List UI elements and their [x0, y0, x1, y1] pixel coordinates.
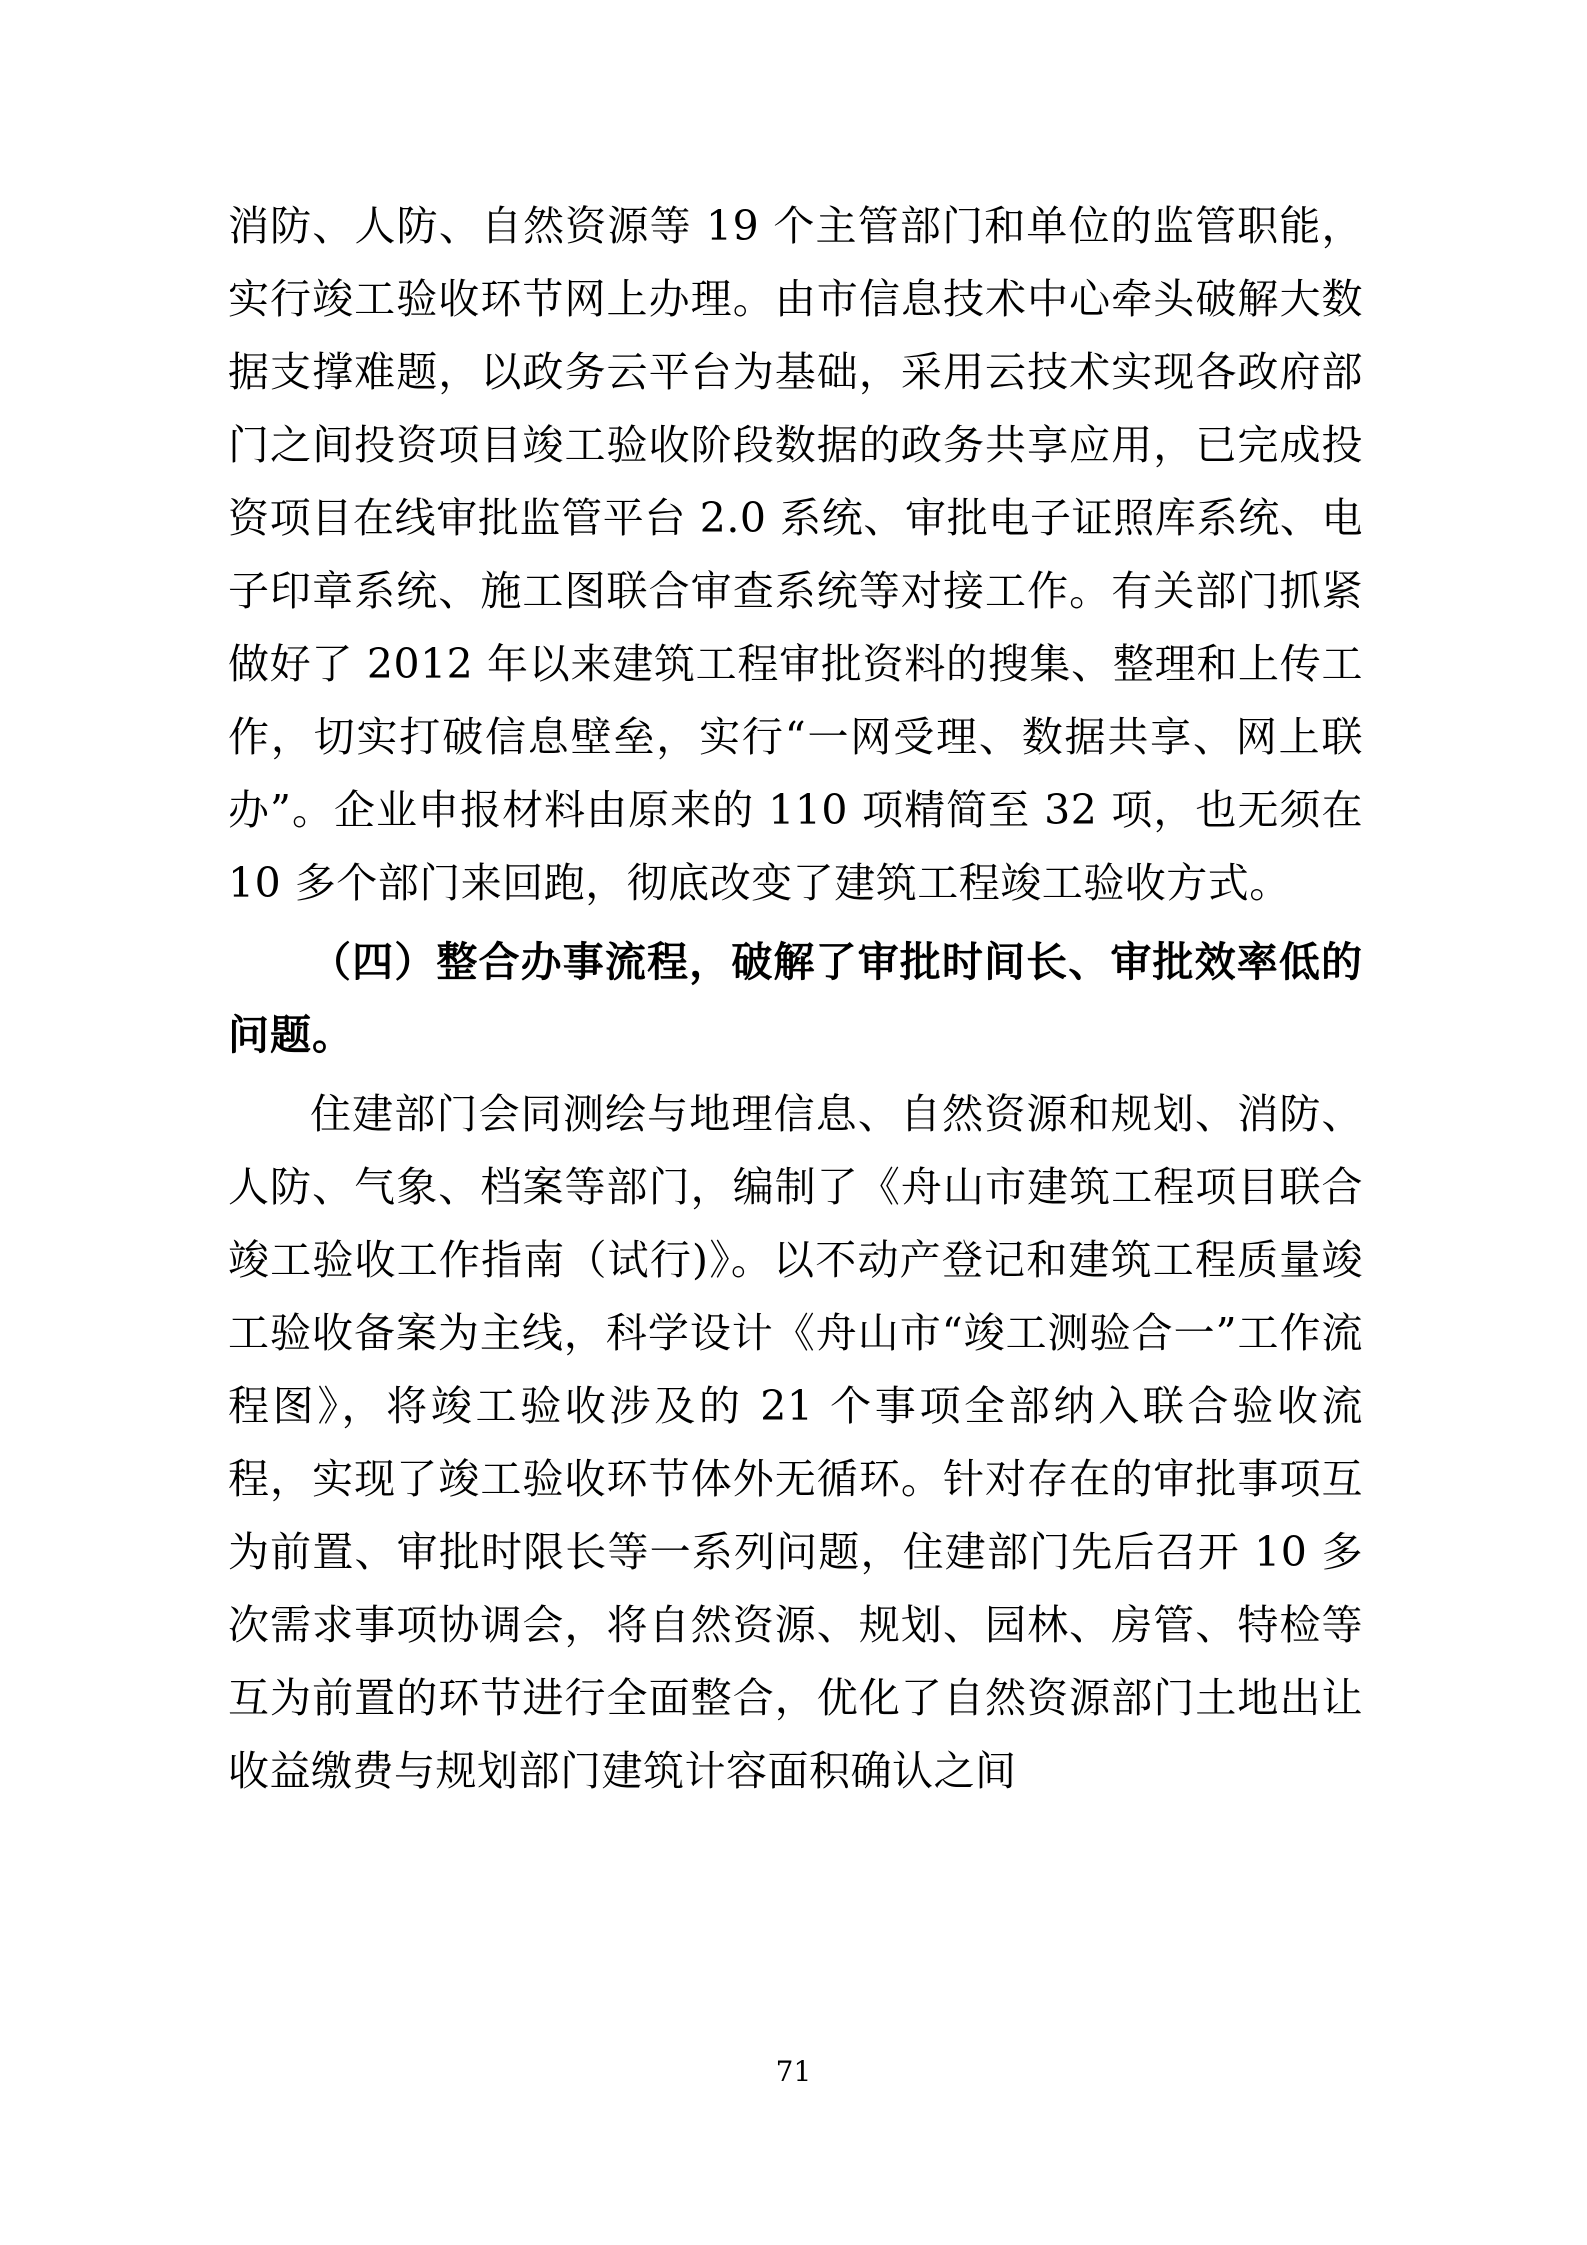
paragraph-process: 住建部门会同测绘与地理信息、自然资源和规划、消防、人防、气象、档案等部门，编制了《舟山市建筑工程项目联合竣工验收工作指南（试行)》。以不动产登记和建筑工程质量竣工验收备案为主线，科学设计《舟山市“竣工测验合一”工作流程图》，将竣工验收涉及的 21 个事项全部纳入联合验收流程，实现了竣工验收环节体外无循环。针对存在的审批事项互为前置、审批时限长等一系列问题，住建部门先后召开 10 多次需求事项协调会，将自然资源、规划、园林、房管、特检等互为前置的环节进行全面整合，优化了自然资源部门土地出让收益缴费与规划部门建筑计容面积确认之间 [228, 1090, 1363, 1795]
section-heading-four: （四）整合办事流程，破解了审批时间长、审批效率低的问题。 [228, 938, 1363, 1059]
page-number: 71 [775, 2055, 812, 2088]
paragraph-continued: 消防、人防、自然资源等 19 个主管部门和单位的监管职能，实行竣工验收环节网上办理。由市信息技术中心牵头破解大数据支撑难题，以政务云平台为基础，采用云技术实现各政府部门之间投资项目竣工验收阶段数据的政务共享应用，已完成投资项目在线审批监管平台 2.0 系统、审批电子证照库系统、电子印章系统、施工图联合审查系统等对接工作。有关部门抓紧做好了 2012 年以来建筑工程审批资料的搜集、整理和上传工作，切实打破信息壁垒，实行“一网受理、数据共享、网上联办”。企业申报材料由原来的 110 项精简至 32 项，也无须在 10 多个部门来回跑，彻底改变了建筑工程竣工验收方式。 [228, 202, 1363, 907]
page-body [228, 190, 1363, 1808]
